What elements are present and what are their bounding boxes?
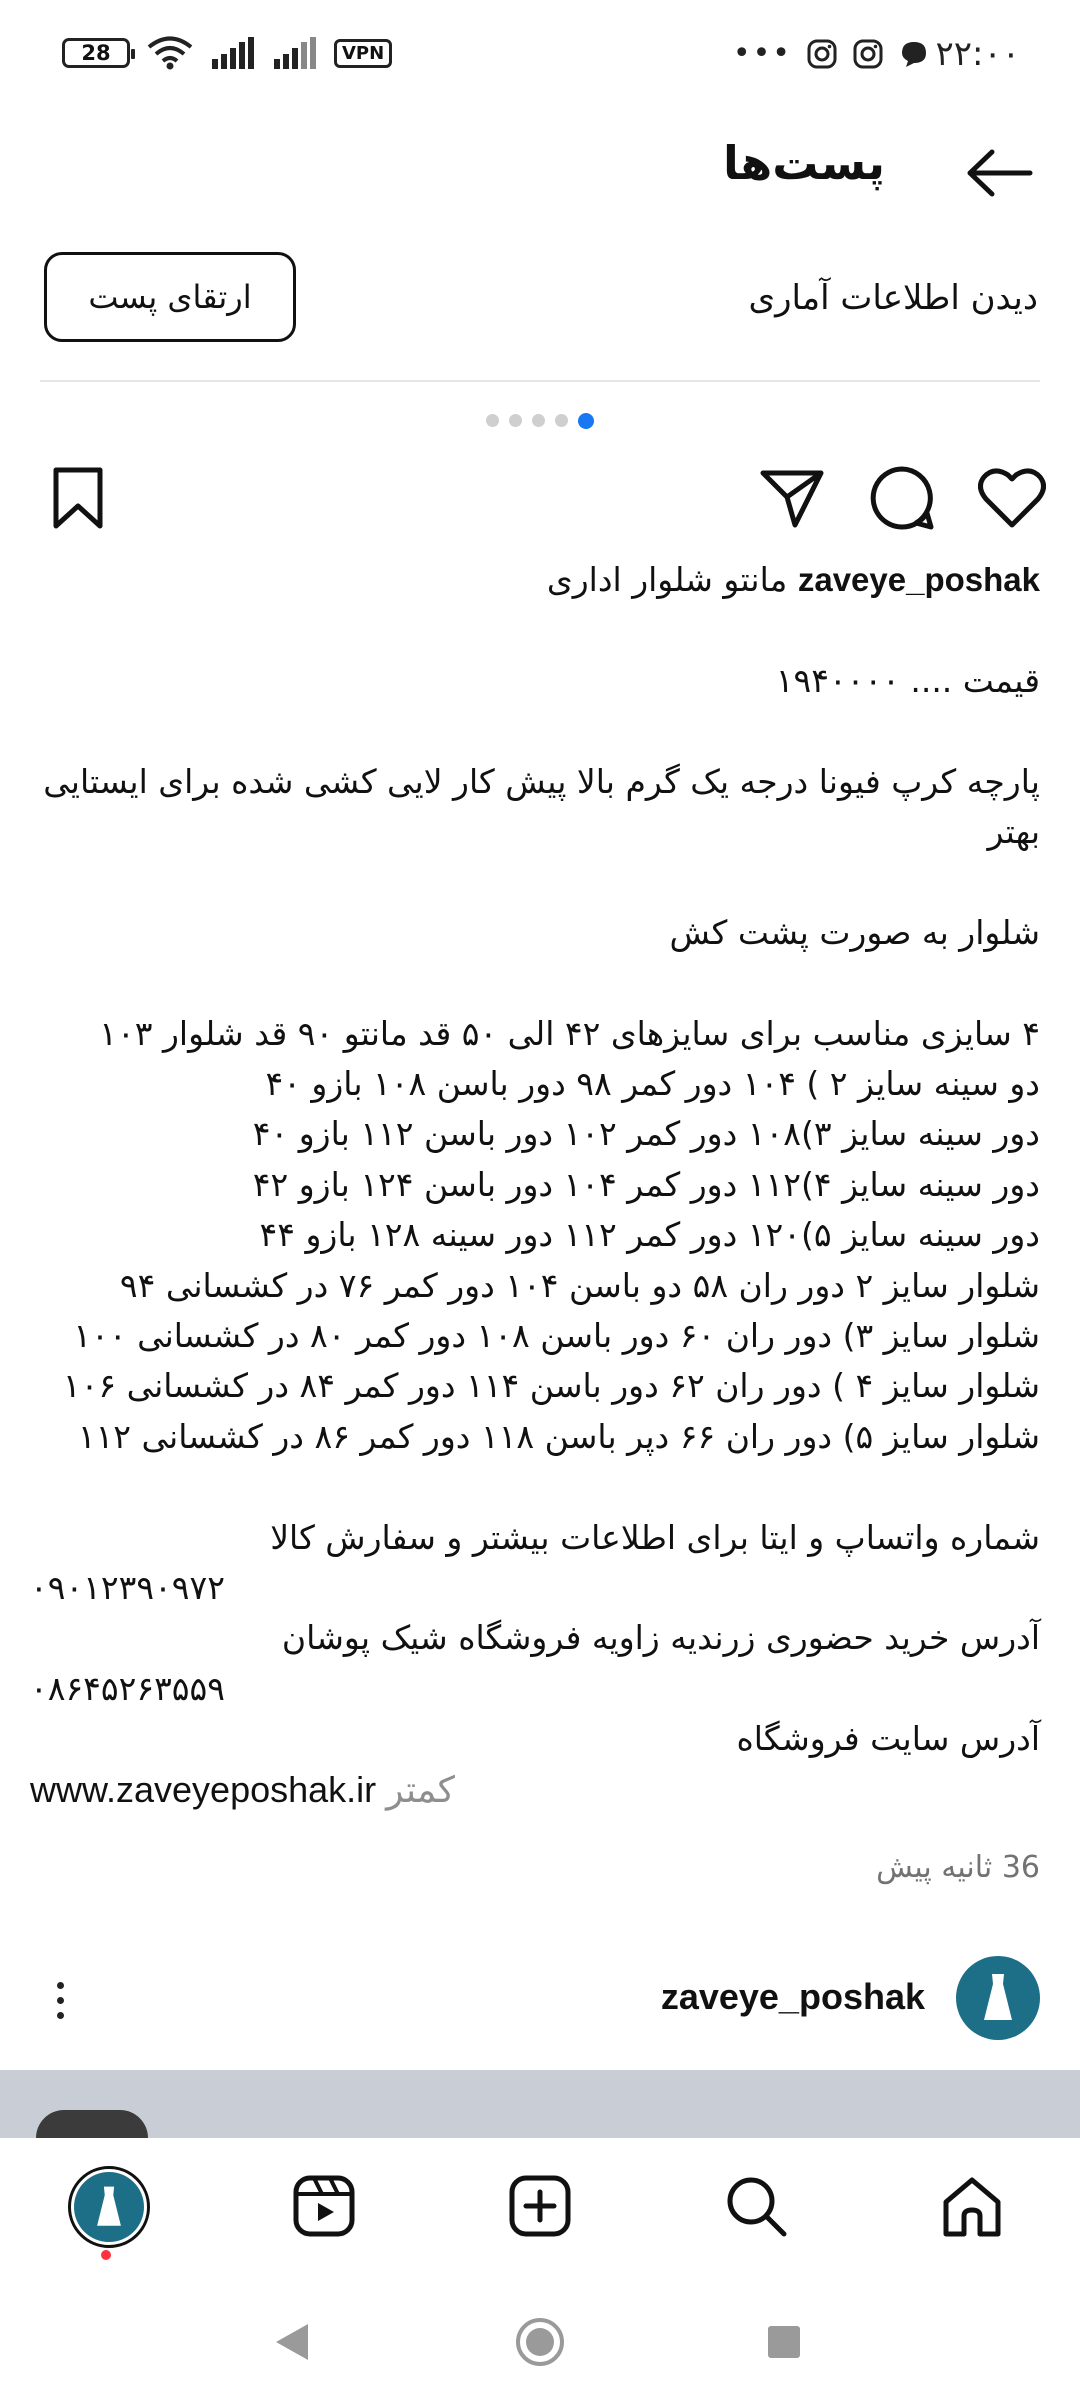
carousel-dot-active xyxy=(578,413,594,429)
caption-line: دور سینه سایز ۵)۱۲۰ دور کمر ۱۱۲ دور سینه ۱۲۸ بازو ۴۴ xyxy=(259,1215,1040,1255)
caption-line: شماره واتساپ و ایتا برای اطلاعات بیشتر و سفارش کالا xyxy=(270,1517,1040,1557)
caption-line: بهتر xyxy=(987,812,1040,851)
next-post-header xyxy=(0,1950,1080,2050)
triangle-back-icon xyxy=(272,2320,312,2364)
caption-line: شلوار سایز ۵) دور ران ۶۶ دپر باسن ۱۱۸ دور کمر ۸۶ در کشسانی ۱۱۲ xyxy=(77,1416,1040,1456)
signal-icon xyxy=(210,37,256,69)
post-caption xyxy=(30,555,1040,1815)
clock: ۲۲:۰۰ xyxy=(935,34,1020,74)
status-right-icons xyxy=(733,36,930,71)
like-button[interactable] xyxy=(974,460,1050,536)
profile-avatar-image xyxy=(74,2172,144,2242)
caption-spacer xyxy=(30,958,1040,1008)
status-bar xyxy=(0,0,1080,112)
page-title: پست‌ها xyxy=(723,136,885,190)
dot-icon xyxy=(57,1982,64,1989)
circle-home-icon xyxy=(514,2316,566,2368)
bookmark-icon xyxy=(51,466,105,530)
caption-spacer xyxy=(30,857,1040,907)
view-insights-link[interactable]: دیدن اطلاعات آماری xyxy=(748,278,1038,318)
dot-icon xyxy=(57,2012,64,2019)
dress-logo-icon xyxy=(92,2184,126,2230)
home-icon xyxy=(940,2174,1004,2238)
caption-line: دو سینه سایز ۲ ) ۱۰۴ دور کمر ۹۸ دور باسن ۱۰۸ بازو ۴۰ xyxy=(265,1064,1040,1103)
heart-icon xyxy=(978,467,1046,529)
nav-reels[interactable] xyxy=(284,2166,364,2246)
caption-spacer xyxy=(30,1462,1040,1512)
post-actions xyxy=(0,460,1080,540)
caption-line: آدرس سایت فروشگاه xyxy=(736,1719,1040,1759)
divider xyxy=(40,380,1040,382)
caption-line: قیمت .... ۱۹۴۰۰۰۰ xyxy=(775,660,1040,700)
nav-home[interactable] xyxy=(932,2166,1012,2246)
less-link[interactable]: کمتر xyxy=(386,1768,455,1810)
create-icon xyxy=(508,2174,572,2238)
caption-line: ۴ سایزی مناسب برای سایزهای ۴۲ الی ۵۰ قد مانتو ۹۰ قد شلوار ۱۰۳ xyxy=(99,1013,1040,1053)
carousel-dot xyxy=(532,414,545,427)
next-post-media[interactable] xyxy=(0,2070,1080,2140)
battery-level: 28 xyxy=(81,41,111,65)
caption-line: آدرس خرید حضوری زرندیه زاویه فروشگاه شیک پوشان xyxy=(281,1618,1040,1658)
website-link[interactable]: www.zaveyeposhak.ir xyxy=(30,1768,377,1810)
search-icon xyxy=(724,2174,788,2238)
profile-avatar xyxy=(68,2166,150,2248)
bottom-navigation xyxy=(0,2138,1080,2270)
website-line xyxy=(30,1765,1040,1815)
save-button[interactable] xyxy=(40,460,116,536)
comment-button[interactable] xyxy=(864,460,940,536)
header xyxy=(0,112,1080,232)
arrow-right-icon xyxy=(966,148,1034,198)
more-notifications-icon: ••• xyxy=(732,36,792,71)
nav-search[interactable] xyxy=(716,2166,796,2246)
chat-notification-icon xyxy=(898,38,930,70)
caption-spacer xyxy=(30,605,1040,655)
instagram-notification-icon xyxy=(806,38,838,70)
caption-username[interactable]: zaveye_poshak xyxy=(797,561,1040,598)
nav-profile[interactable] xyxy=(64,2162,154,2252)
caption-phone-line: ۰۹۰۱۲۳۹۰۹۷۲ xyxy=(30,1568,225,1608)
carousel-indicator xyxy=(0,414,1080,429)
share-button[interactable] xyxy=(754,460,830,536)
boost-post-button[interactable]: ارتقای پست xyxy=(44,252,296,342)
caption-spacer xyxy=(30,706,1040,756)
carousel-dot xyxy=(486,414,499,427)
system-home-button[interactable] xyxy=(510,2312,570,2372)
caption-line: شلوار سایز ۳) دور ران ۶۰ دور باسن ۱۰۸ دور کمر ۸۰ در کشسانی ۱۰۰ xyxy=(73,1316,1040,1356)
caption-line: شلوار سایز ۲ دور ران ۵۸ دو باسن ۱۰۴ دور کمر ۷۶ در کشسانی ۹۴ xyxy=(119,1265,1040,1305)
caption-line: شلوار به صورت پشت کش xyxy=(669,912,1040,952)
system-navigation xyxy=(0,2270,1080,2400)
post-options-button[interactable] xyxy=(40,1970,80,2030)
caption-line: پارچه کرپ فیونا درجه یک گرم بالا پیش کار لایی کشی شده برای ایستایی xyxy=(43,761,1040,801)
nav-create[interactable] xyxy=(500,2166,580,2246)
square-recents-icon xyxy=(765,2323,803,2361)
system-back-button[interactable] xyxy=(262,2312,322,2372)
reels-icon xyxy=(292,2174,356,2238)
caption-title: مانتو شلوار اداری xyxy=(546,560,788,599)
post-timestamp: 36 ثانیه پیش xyxy=(876,1850,1040,1885)
status-left xyxy=(62,36,392,70)
instagram-notification-icon-2 xyxy=(852,38,884,70)
caption-line: دور سینه سایز ۴)۱۱۲ دور کمر ۱۰۴ دور باسن ۱۲۴ بازو ۴۲ xyxy=(252,1164,1040,1204)
signal-icon-2 xyxy=(272,37,318,69)
caption-body xyxy=(30,605,1040,1764)
caption-title-line xyxy=(30,555,1040,605)
avatar[interactable] xyxy=(956,1956,1040,2040)
vpn-badge: VPN xyxy=(334,39,392,68)
insights-row xyxy=(0,252,1080,348)
comment-icon xyxy=(869,465,935,531)
caption-line: دور سینه سایز ۳)۱۰۸ دور کمر ۱۰۲ دور باسن ۱۱۲ بازو ۴۰ xyxy=(252,1114,1040,1154)
dot-icon xyxy=(57,1997,64,2004)
carousel-dot xyxy=(555,414,568,427)
dress-logo-icon xyxy=(978,1972,1018,2024)
caption-phone-line: ۰۸۶۴۵۲۶۳۵۵۹ xyxy=(30,1668,225,1708)
back-button[interactable] xyxy=(960,138,1040,208)
system-recents-button[interactable] xyxy=(754,2312,814,2372)
media-counter-badge xyxy=(36,2110,148,2140)
next-post-username[interactable]: zaveye_poshak xyxy=(660,1976,925,2017)
battery-icon xyxy=(62,38,130,68)
caption-line: شلوار سایز ۴ ) دور ران ۶۲ دور باسن ۱۱۴ دور کمر ۸۴ در کشسانی ۱۰۶ xyxy=(62,1366,1040,1406)
wifi-icon xyxy=(146,36,194,70)
carousel-dot xyxy=(509,414,522,427)
notification-dot xyxy=(101,2250,111,2260)
send-icon xyxy=(759,467,825,529)
